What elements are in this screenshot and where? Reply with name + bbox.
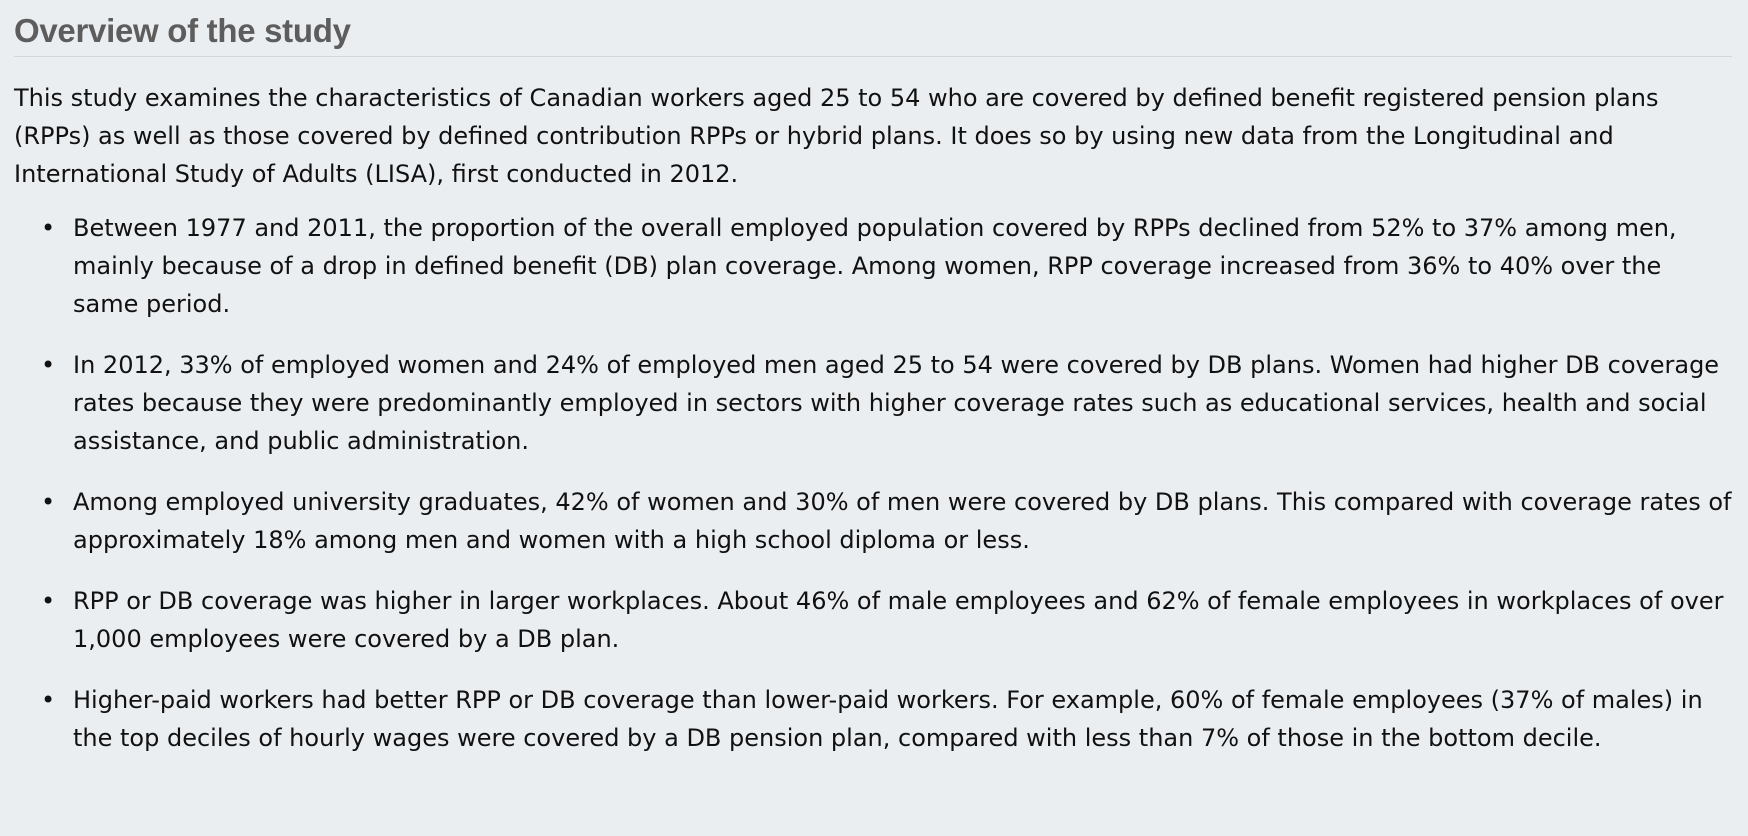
- intro-paragraph: This study examines the characteristics of Canadian workers aged 25 to 54 who are covered by defined benefit registered pension plans (RPPs) as well as those covered by defined contribution RPPs or hybrid plans. It does so by using new data from the Longitudinal and International Study of Adults (LISA), first conducted in 2012.: [14, 84, 1659, 188]
- list-item: [14, 582, 1733, 658]
- list-item-text: Between 1977 and 2011, the proportion of the overall employed population covered by RPPs declined from 52% to 37% among men, mainly because of a drop in defined benefit (DB) plan coverage. Among women, RPP coverage increased from 36% to 40% over the same period.: [73, 214, 1677, 318]
- list-item: [14, 681, 1733, 757]
- bullet-icon: •: [41, 686, 56, 714]
- list-item-text: In 2012, 33% of employed women and 24% of employed men aged 25 to 54 were covered by DB plans. Women had higher DB coverage rates because they were predominantly employed in sectors with higher coverage rates such as educational services, health and social assistance, and public administration.: [73, 351, 1720, 455]
- list-item: [14, 209, 1733, 323]
- bullet-icon: •: [41, 351, 56, 379]
- list-item: [14, 346, 1733, 460]
- bullet-icon: •: [41, 214, 56, 242]
- list-item-text: RPP or DB coverage was higher in larger workplaces. About 46% of male employees and 62% of female employees in workplaces of over 1,000 employees were covered by a DB plan.: [73, 587, 1724, 653]
- list-item: [14, 483, 1733, 559]
- bullet-icon: •: [41, 488, 56, 516]
- list-item-text: Among employed university graduates, 42% of women and 30% of men were covered by DB plans. This compared with coverage rates of approximately 18% among men and women with a high school diploma or less.: [73, 488, 1732, 554]
- bullet-icon: •: [41, 587, 56, 615]
- list-item-text: Higher-paid workers had better RPP or DB coverage than lower-paid workers. For example, 60% of female employees (37% of males) in the top deciles of hourly wages were covered by a DB pension plan, compared with less than 7% of those in the bottom decile.: [73, 686, 1703, 752]
- key-findings-list: [14, 209, 1734, 757]
- section-title: Overview of the study: [14, 10, 1732, 57]
